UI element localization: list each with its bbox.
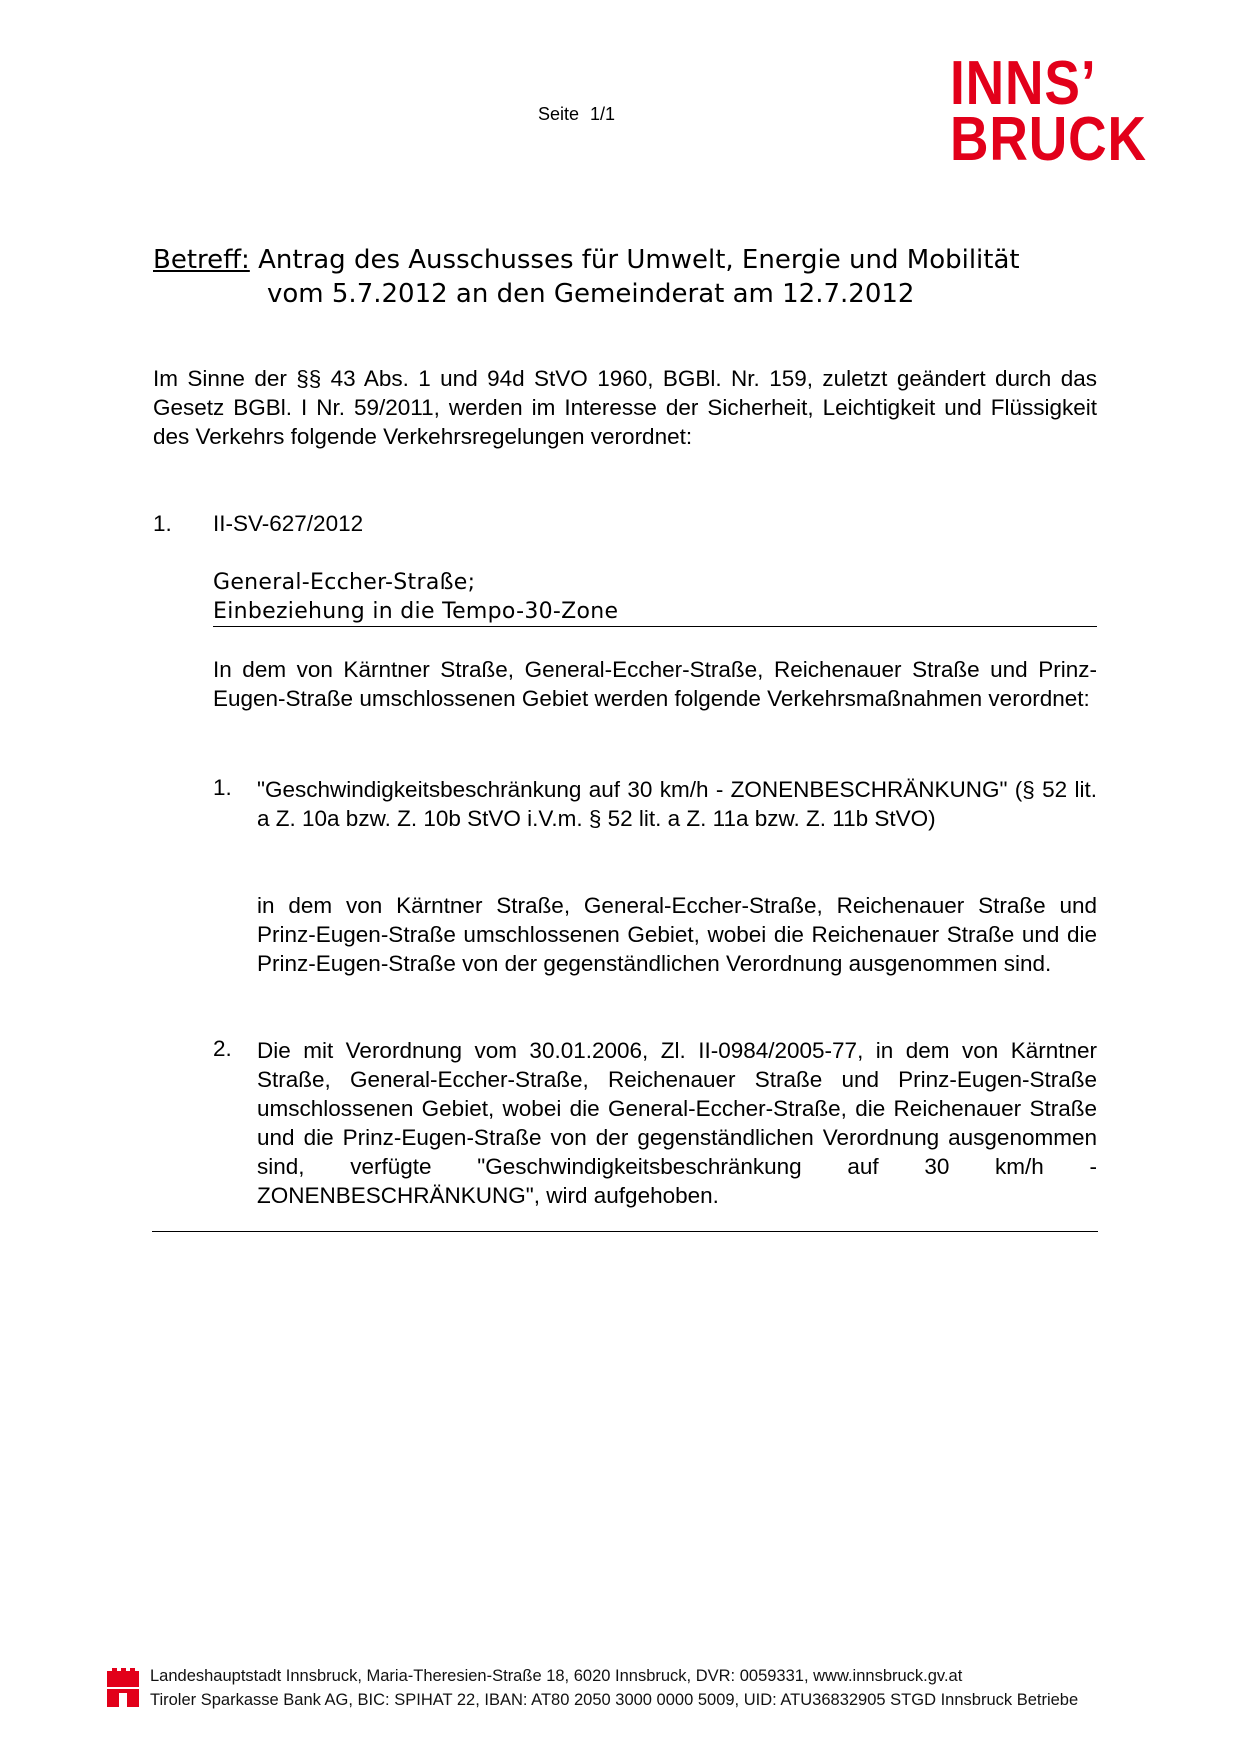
subject-label: Betreff:	[153, 245, 250, 275]
subject-block	[153, 243, 1103, 311]
intro-paragraph: Im Sinne der §§ 43 Abs. 1 und 94d StVO 1960, BGBl. Nr. 159, zuletzt geändert durch das Gesetz BGBl. I Nr. 59/2011, werden im Interesse der Sicherheit, Leichtigkeit und Flüssigkeit des Verkehrs folgende Verkehrsregelungen verordnet:	[153, 366, 1097, 449]
measure-1-text: "Geschwindigkeitsbeschränkung auf 30 km/h - ZONENBESCHRÄNKUNG" (§ 52 lit. a Z. 10a bzw. Z. 10b StVO i.V.m. § 52 lit. a Z. 11a bzw. Z. 11b StVO)	[257, 777, 1097, 831]
footer-line-1: Landeshauptstadt Innsbruck, Maria-Theresien-Straße 18, 6020 Innsbruck, DVR: 0059331, www.innsbruck.gv.at	[150, 1667, 963, 1685]
end-divider	[152, 1231, 1098, 1232]
city-crest-icon	[106, 1668, 140, 1708]
item-paragraph: In dem von Kärntner Straße, General-Eccher-Straße, Reichenauer Straße und Prinz-Eugen-Straße umschlossenen Gebiet werden folgende Verkehrsmaßnahmen verordnet:	[213, 657, 1097, 711]
footer-line-2: Tiroler Sparkasse Bank AG, BIC: SPIHAT 22, IBAN: AT80 2050 3000 0000 5009, UID: ATU36832905 STGD Innsbruck Betriebe	[150, 1691, 1079, 1709]
logo-line-1: INNS’	[950, 49, 1097, 118]
page-number: Seite 1/1	[538, 104, 616, 124]
item-title-line-1: General-Eccher-Straße;	[213, 570, 476, 595]
subject-line-1: Antrag des Ausschusses für Umwelt, Energie und Mobilität	[258, 245, 1020, 275]
item-title-line-2: Einbeziehung in die Tempo-30-Zone	[213, 599, 619, 624]
measure-1-number: 1.	[213, 775, 232, 800]
item-code: II-SV-627/2012	[213, 511, 364, 536]
innsbruck-logo	[950, 49, 1147, 174]
subject-line-2: vom 5.7.2012 an den Gemeinderat am 12.7.2012	[267, 279, 915, 309]
title-divider	[213, 626, 1097, 627]
logo-line-2: BRUCK	[950, 105, 1147, 174]
measure-2-number: 2.	[213, 1036, 232, 1061]
item-number: 1.	[153, 511, 172, 536]
measure-1-detail: in dem von Kärntner Straße, General-Eccher-Straße, Reichenauer Straße und Prinz-Eugen-Straße umschlossenen Gebiet, wobei die Reichenauer Straße und die Prinz-Eugen-Straße von der gegenständlichen Verordnung ausgenommen sind.	[257, 893, 1097, 976]
measure-2-text: Die mit Verordnung vom 30.01.2006, Zl. II-0984/2005-77, in dem von Kärntner Straße, General-Eccher-Straße, Reichenauer Straße und Prinz-Eugen-Straße umschlossenen Gebiet, wobei die General-Eccher-Straße, die Reichenauer Straße und die Prinz-Eugen-Straße von der gegenständlichen Verordnung ausgenommen sind, verfügte "Geschwindigkeitsbeschränkung auf 30 km/h - ZONENBESCHRÄNKUNG", wird aufgehoben.	[257, 1038, 1097, 1208]
item-title	[213, 568, 618, 626]
